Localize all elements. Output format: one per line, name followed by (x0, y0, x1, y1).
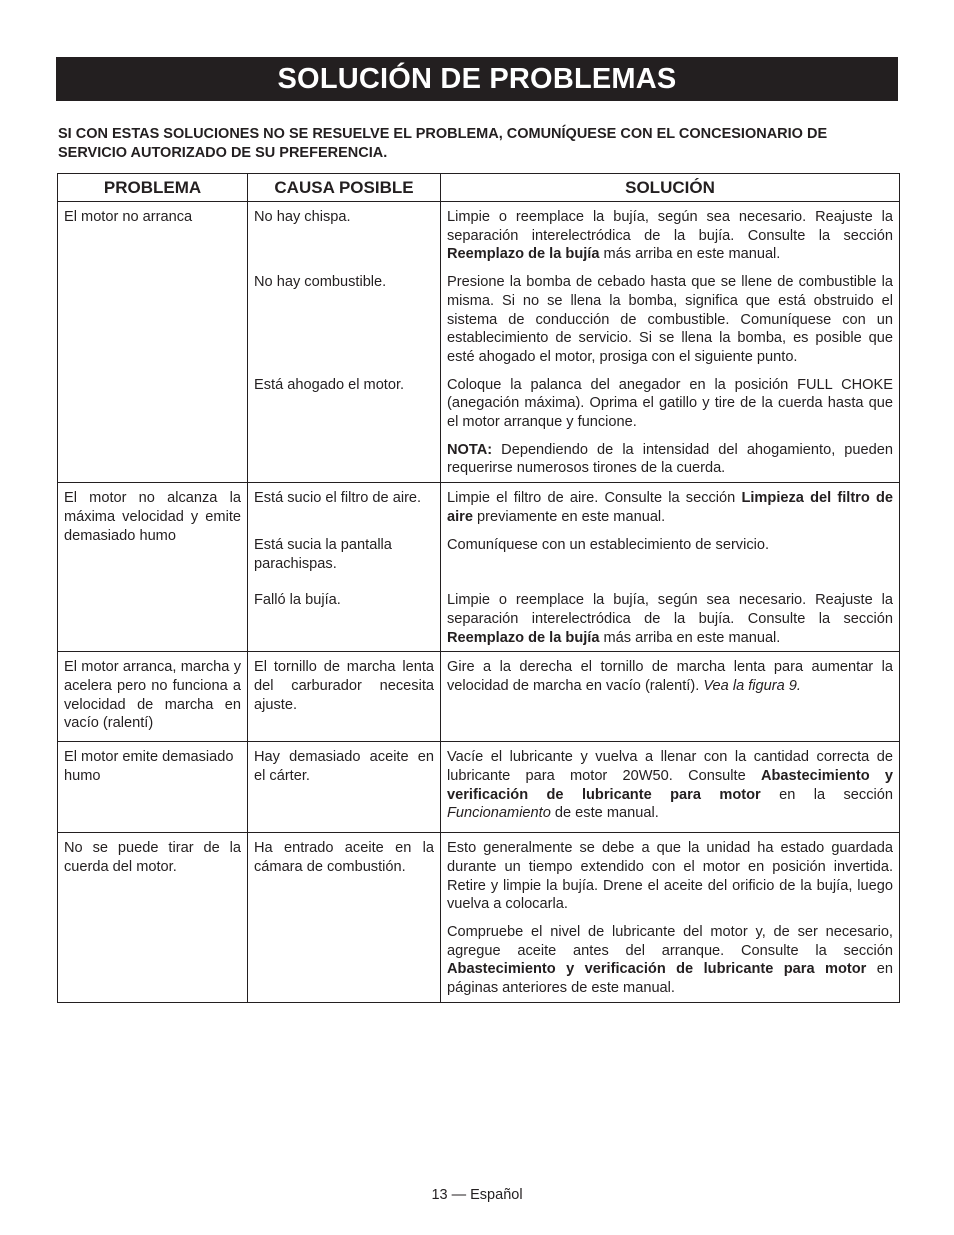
solution-text: Limpie o reemplace la bujía, según sea necesario. Reajuste la separación interelectródica de la bujía. Consulte la sección Reemplazo de la bujía más arriba en este manual. (447, 209, 893, 263)
problem-text: El motor no alcanza la máxima velocidad y emite demasiado humo (64, 490, 241, 544)
cause-text: Está sucia la pantalla parachispas. (254, 537, 392, 572)
solution-text: Compruebe el nivel de lubricante del motor y, de ser necesario, agregue aceite antes del arranque. Consulte la sección Abastecimiento y verificación de lubricante para motor en páginas anteriores de este manual. (447, 924, 893, 997)
problem-text: El motor emite demasiado humo (64, 749, 234, 784)
solution-text: Vacíe el lubricante y vuelva a llenar con la cantidad correcta de lubricante para motor 20W50. Consulte Abastecimiento y verificación de lubricante para motor en la sección Funcionamiento de este manual. (447, 749, 893, 822)
troubleshooting-table (57, 173, 900, 1003)
page-title: SOLUCIÓN DE PROBLEMAS (277, 63, 677, 95)
table-row (58, 483, 900, 652)
header-solution: SOLUCIÓN (441, 174, 900, 202)
solution-cell (441, 833, 900, 1003)
cause-text: Está ahogado el motor. (254, 377, 405, 393)
cause-text: No hay chispa. (254, 209, 351, 225)
cause-cell (248, 652, 441, 742)
table-row (58, 833, 900, 1003)
cause-text: Está sucio el filtro de aire. (254, 490, 422, 507)
solution-cell (441, 483, 900, 652)
problem-cell (58, 483, 248, 652)
cause-text: Ha entrado aceite en la cámara de combustión. (254, 840, 434, 875)
solution-cell (441, 652, 900, 742)
solution-text: Coloque la palanca del anegador en la posición FULL CHOKE (anegación máxima). Oprima el gatillo y tire de la cuerda hasta que el motor arranque y funcione. (447, 376, 893, 431)
problem-text: No se puede tirar de la cuerda del motor. (64, 840, 241, 875)
solution-note: NOTA: Dependiendo de la intensidad del ahogamiento, pueden requerirse numerosos tirones de la cuerda. (447, 441, 893, 477)
problem-cell (58, 202, 248, 483)
cause-text: El tornillo de marcha lenta del carburador necesita ajuste. (254, 659, 434, 713)
cause-text: Falló la bujía. (254, 592, 341, 609)
solution-cell (441, 742, 900, 833)
page-number: 13 — Español (431, 1187, 523, 1203)
problem-cell (58, 833, 248, 1003)
solution-text: Comuníquese con un establecimiento de servicio. (447, 537, 770, 554)
solution-cell (441, 202, 900, 483)
solution-text: Gire a la derecha el tornillo de marcha lenta para aumentar la velocidad de marcha en vacío (ralentí). Vea la figura 9. (447, 659, 893, 694)
cause-cell (248, 833, 441, 1003)
solution-text: Limpie el filtro de aire. Consulte la sección Limpieza del filtro de aire previamente en este manual. (447, 490, 893, 525)
table-header-row (58, 174, 900, 202)
title-banner (56, 57, 898, 101)
problem-text: El motor arranca, marcha y acelera pero no funciona a velocidad de marcha en vacío (ralentí) (64, 659, 241, 732)
solution-text: Limpie o reemplace la bujía, según sea necesario. Reajuste la separación interelectródica de la bujía. Consulte la sección Reemplazo de la bujía más arriba en este manual. (447, 592, 893, 646)
cause-cell (248, 742, 441, 833)
solution-text: Presione la bomba de cebado hasta que se llene de combustible la misma. Si no se llena la bomba, significa que está obstruido el sistema de conducción de combustible. Comuníquese con un establecimiento de servicio. Si se llena la bomba, es posible que esté ahogado el motor, prosiga con el siguiente punto. (447, 274, 893, 365)
table-row (58, 652, 900, 742)
table-row (58, 742, 900, 833)
problem-cell (58, 652, 248, 742)
header-problem: PROBLEMA (58, 174, 248, 202)
problem-text: El motor no arranca (64, 209, 193, 225)
cause-cell (248, 483, 441, 652)
service-notice: SI CON ESTAS SOLUCIONES NO SE RESUELVE EL PROBLEMA, COMUNÍQUESE CON EL CONCESIONARIO DE SERVICIO AUTORIZADO DE SU PREFERENCIA. (58, 126, 828, 161)
table-row (58, 202, 900, 483)
cause-cell (248, 202, 441, 483)
solution-text: Esto generalmente se debe a que la unidad ha estado guardada durante un tiempo extendido con el motor en posición invertida. Retire y limpie la bujía. Drene el aceite del orificio de la bujía, luego vuelva a colocarla. (447, 840, 893, 913)
problem-cell (58, 742, 248, 833)
cause-text: Hay demasiado aceite en el cárter. (254, 749, 434, 784)
cause-text: No hay combustible. (254, 274, 387, 290)
header-cause: CAUSA POSIBLE (248, 174, 441, 202)
